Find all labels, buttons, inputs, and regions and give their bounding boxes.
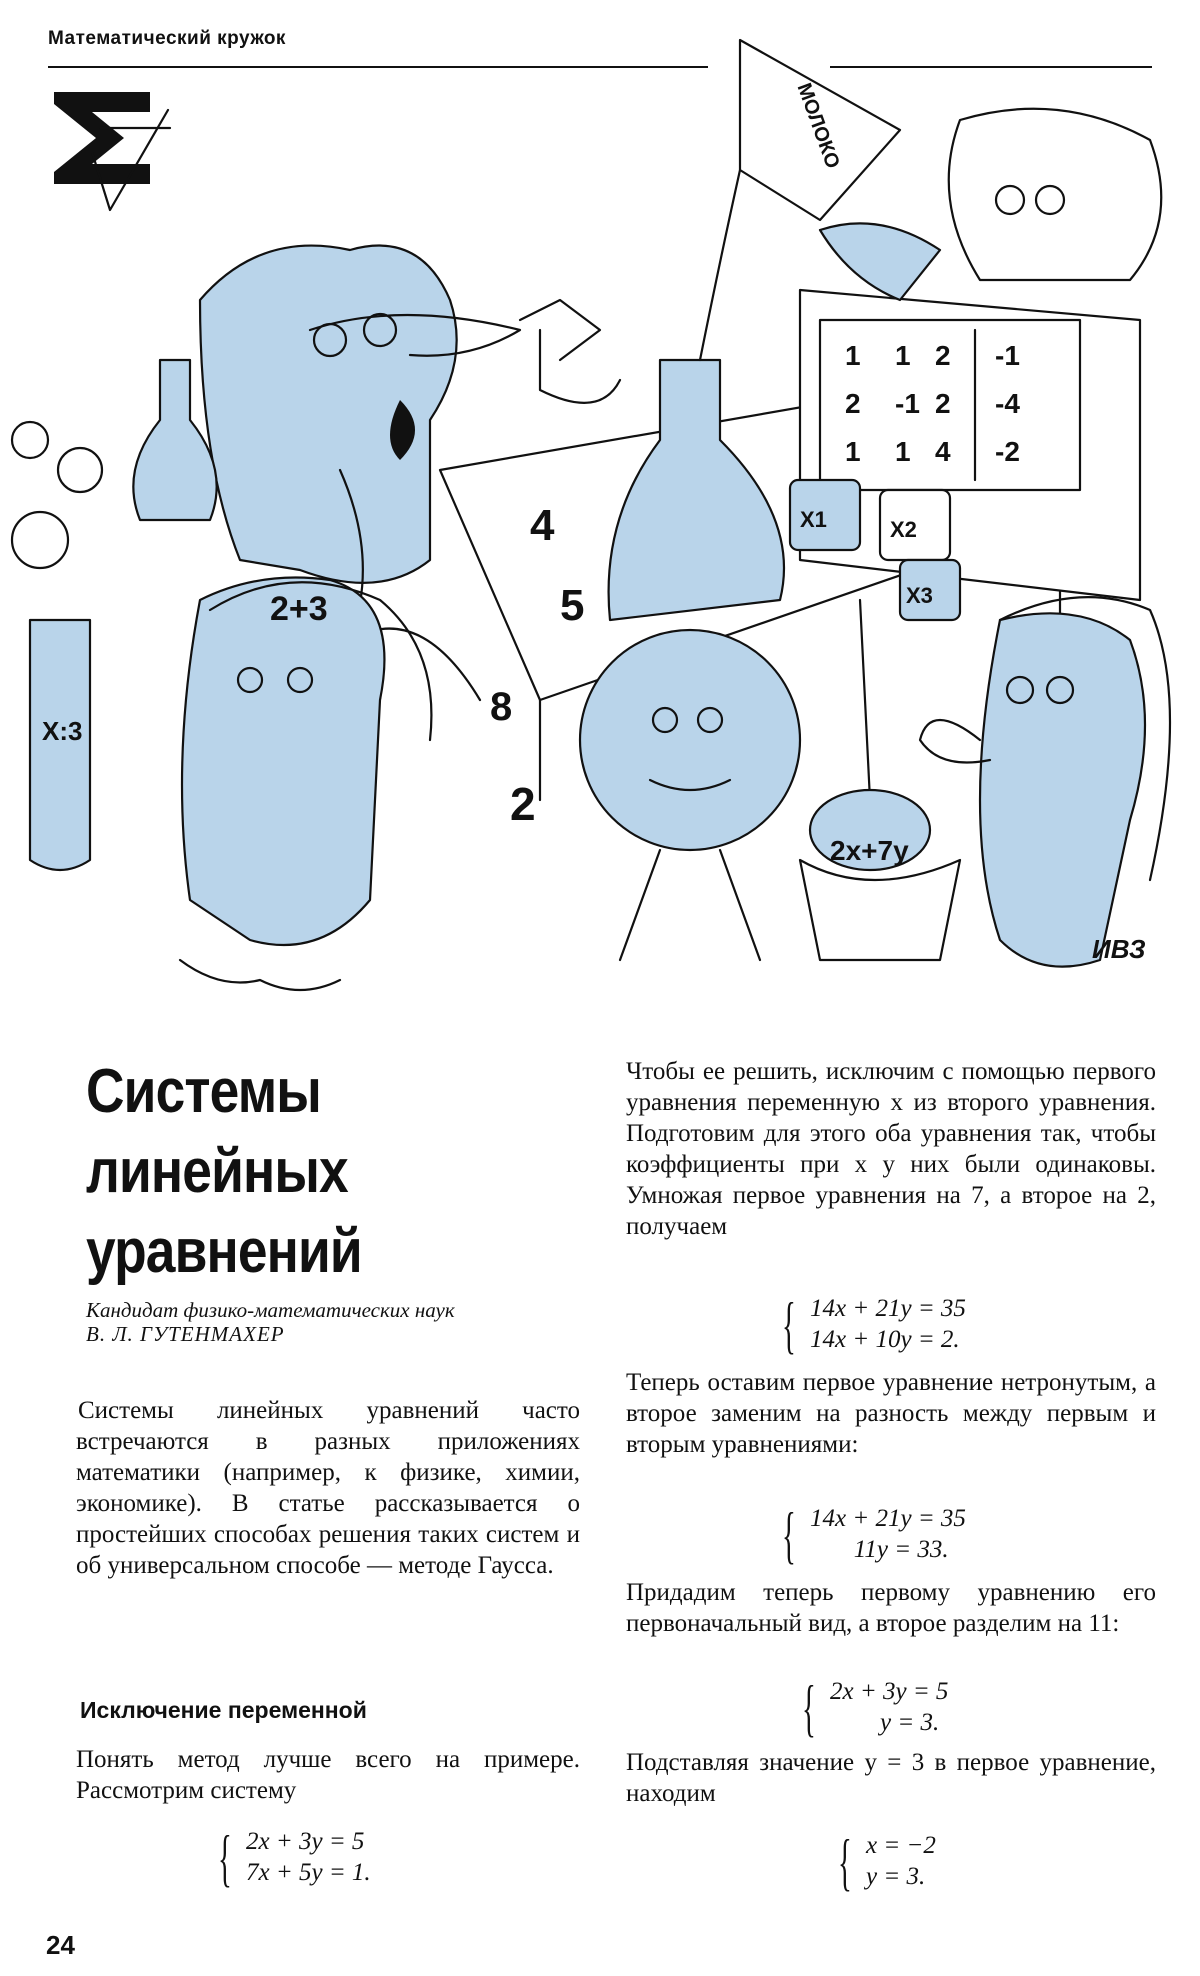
- screen-cell: -2: [995, 436, 1020, 467]
- article-title: [86, 1052, 362, 1292]
- gnome-right-figure: [920, 597, 1170, 967]
- author-name: В. Л. ГУТЕНМАХЕР: [86, 1322, 285, 1346]
- equation: y = 3.: [866, 1863, 926, 1890]
- svg-text:4: 4: [530, 501, 555, 550]
- paragraph-2: Чтобы ее решить, исключим с помощью первого уравнения переменную x из второго уравнения. Подготовим для этого оба уравнения так, чтобы коэффициенты при x у них были одинаковы. Умножая первое уравнения на 7, а второе на 2, получаем: [626, 1058, 1156, 1240]
- screen-cell: 1: [895, 436, 911, 467]
- svg-text:2x+7y: 2x+7y: [830, 835, 909, 866]
- title-line: Системы: [86, 1057, 321, 1126]
- title-line: линейных: [86, 1137, 348, 1206]
- screen-cell: -1: [995, 340, 1020, 371]
- brace-icon: {: [782, 1289, 796, 1360]
- equation: 14x + 10y = 2.: [810, 1326, 960, 1353]
- svg-text:X:3: X:3: [42, 716, 83, 746]
- svg-text:МОЛОКО: МОЛОКО: [792, 80, 844, 172]
- equation: 2x + 3y = 5: [830, 1678, 949, 1705]
- page-number: 24: [46, 1930, 75, 1960]
- brace-icon: {: [838, 1826, 852, 1897]
- jar-label-x2: X2: [890, 517, 917, 542]
- screen-cell: 1: [845, 436, 861, 467]
- screen-cell: 2: [935, 388, 951, 419]
- screen-cell: 4: [935, 436, 951, 467]
- screen-cell: -1: [895, 388, 920, 419]
- svg-text:5: 5: [560, 581, 585, 630]
- cartoon-illustration: [0, 30, 1200, 1030]
- screen-cell: 1: [895, 340, 911, 371]
- screen-cell: 2: [935, 340, 951, 371]
- brace-icon: {: [802, 1672, 816, 1743]
- screen-cell: 2: [845, 388, 861, 419]
- equation: 14x + 21y = 35: [810, 1505, 966, 1532]
- equation: 7x + 5y = 1.: [246, 1859, 371, 1886]
- svg-text:2+3: 2+3: [270, 590, 328, 628]
- jar-label-x1: X1: [800, 507, 827, 532]
- brace-icon: {: [218, 1822, 232, 1893]
- equation-system-5: [838, 1826, 1038, 1897]
- example-paragraph: Понять метод лучше всего на примере. Рассмотрим систему: [76, 1746, 580, 1804]
- equation-system-2: [782, 1289, 1062, 1360]
- section-heading: Исключение переменной: [80, 1697, 367, 1723]
- equation: 11y = 33.: [810, 1536, 949, 1563]
- screen-cell: -4: [995, 388, 1020, 419]
- equation: x = −2: [866, 1832, 936, 1859]
- gnome-sphere-figure: [580, 600, 960, 960]
- rubric-header: Математический кружок: [48, 28, 286, 49]
- equation: y = 3.: [830, 1709, 940, 1736]
- equation-system-1: [218, 1822, 478, 1893]
- svg-text:8: 8: [490, 685, 513, 729]
- svg-text:2: 2: [510, 778, 536, 830]
- title-line: уравнений: [86, 1217, 362, 1286]
- author-degree: Кандидат физико-математических наук: [86, 1298, 455, 1322]
- paragraph-4: Придадим теперь первому уравнению его первоначальный вид, а второе разделим на 11:: [626, 1579, 1156, 1637]
- jar-label-x3: X3: [906, 583, 933, 608]
- brace-icon: {: [782, 1499, 796, 1570]
- equation-system-3: [782, 1499, 1062, 1570]
- sigma-logo-icon: [54, 92, 170, 210]
- paragraph-3: Теперь оставим первое уравнение нетронутым, а второе заменим на разность между первым и вторым уравнениями:: [626, 1369, 1156, 1458]
- paragraph-5: Подставляя значение y = 3 в первое уравнение, находим: [626, 1749, 1156, 1807]
- artist-signature: ИВЗ: [1092, 934, 1146, 964]
- equation: 14x + 21y = 35: [810, 1295, 966, 1322]
- intro-paragraph: Системы линейных уравнений часто встречаются в разных приложениях математики (например, к физике, химии, экономике). В статье рассказывается о простейших способах решения таких систем и об универсальном способе — методе Гаусса.: [76, 1397, 580, 1579]
- equation: 2x + 3y = 5: [246, 1828, 365, 1855]
- equation-system-4: [802, 1672, 1042, 1743]
- screen-cell: 1: [845, 340, 861, 371]
